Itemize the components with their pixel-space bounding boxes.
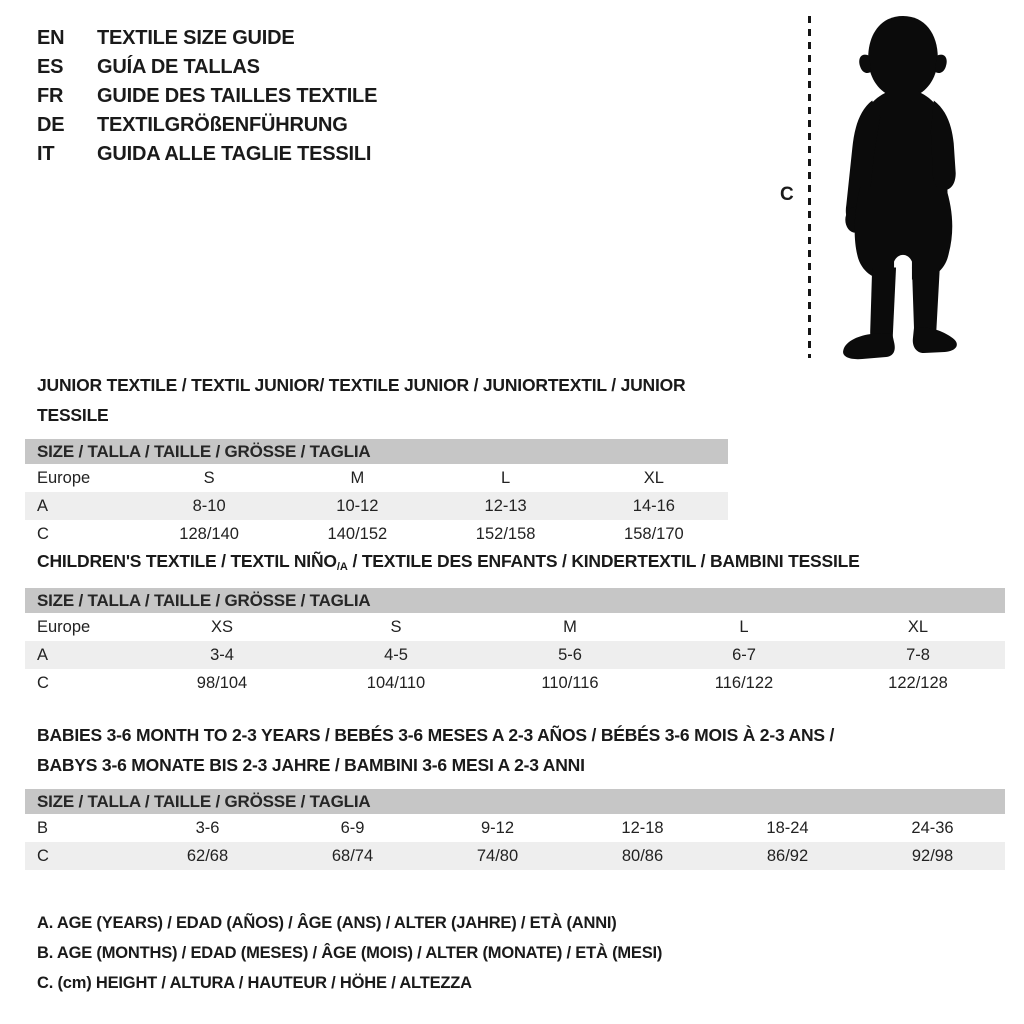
legend-line: A. AGE (YEARS) / EDAD (AÑOS) / ÂGE (ANS) / ALTER (JAHRE) / ETÀ (ANNI) xyxy=(37,914,617,932)
size-cell: 7-8 xyxy=(906,646,930,664)
table-row xyxy=(25,814,1005,842)
section-babies-textile xyxy=(25,720,1005,870)
table-header: SIZE / TALLA / TAILLE / GRÖSSE / TAGLIA xyxy=(25,439,728,464)
table-row xyxy=(25,492,728,520)
row-label: B xyxy=(37,819,49,837)
size-cell: 24-36 xyxy=(911,819,954,837)
heading-text: JUNIOR TEXTILE / TEXTIL JUNIOR/ TEXTILE JUNIOR / JUNIORTEXTIL / JUNIOR TESSILE xyxy=(37,375,686,425)
size-table xyxy=(25,439,728,548)
size-cell: XL xyxy=(907,618,929,636)
size-cell: 68/74 xyxy=(331,847,374,865)
language-code: DE xyxy=(37,114,65,136)
section-heading xyxy=(25,546,1005,579)
size-cell: 5-6 xyxy=(558,646,582,664)
size-cell: 116/122 xyxy=(714,674,774,692)
size-cell: 3-6 xyxy=(195,819,220,837)
table-header: SIZE / TALLA / TAILLE / GRÖSSE / TAGLIA xyxy=(25,588,1005,613)
size-cell: 86/92 xyxy=(766,847,809,865)
size-cell: XS xyxy=(210,618,233,636)
size-cell: 122/128 xyxy=(888,674,948,692)
language-row xyxy=(37,53,377,82)
row-label: Europe xyxy=(37,618,91,636)
language-title: GUIDA ALLE TAGLIE TESSILI xyxy=(97,143,372,165)
heading-text: / TEXTILE DES ENFANTS / KINDERTEXTIL / BAMBINI TESSILE xyxy=(347,551,860,571)
size-table xyxy=(25,789,1005,870)
size-cell: 8-10 xyxy=(192,497,226,515)
row-label: A xyxy=(37,497,49,515)
size-cell: 10-12 xyxy=(336,497,379,515)
measure-legend xyxy=(37,908,662,998)
section-children-textile xyxy=(25,546,1005,697)
size-cell: 18-24 xyxy=(766,819,809,837)
size-cell: 14-16 xyxy=(632,497,675,515)
size-cell: 98/104 xyxy=(196,674,248,692)
size-cell: 74/80 xyxy=(476,847,519,865)
legend-line: B. AGE (MONTHS) / EDAD (MESES) / ÂGE (MOIS) / ALTER (MONATE) / ETÀ (MESI) xyxy=(37,944,663,962)
size-cell: 152/158 xyxy=(475,525,536,543)
section-junior-textile xyxy=(25,370,728,548)
row-label: A xyxy=(37,646,49,664)
heading-text: BABYS 3-6 MONATE BIS 2-3 JAHRE / BAMBINI 3-6 MESI A 2-3 ANNI xyxy=(37,755,585,775)
size-cell: S xyxy=(390,618,402,636)
section-heading xyxy=(25,720,1005,750)
table-row xyxy=(25,613,1005,641)
size-cell: 9-12 xyxy=(480,819,515,837)
row-label: C xyxy=(37,674,49,692)
row-label: C xyxy=(37,525,49,543)
size-cell: 110/116 xyxy=(541,674,599,692)
size-cell: 4-5 xyxy=(384,646,408,664)
table-header: SIZE / TALLA / TAILLE / GRÖSSE / TAGLIA xyxy=(25,789,1005,814)
size-cell: 128/140 xyxy=(179,525,239,543)
language-row xyxy=(37,140,377,169)
size-cell: 158/170 xyxy=(624,525,684,543)
table-row xyxy=(25,464,728,492)
size-cell: L xyxy=(739,618,749,636)
heading-text: CHILDREN'S TEXTILE / TEXTIL NIÑO xyxy=(37,551,337,571)
size-cell: 6-7 xyxy=(732,646,756,664)
legend-line: C. (cm) HEIGHT / ALTURA / HAUTEUR / HÖHE / ALTEZZA xyxy=(37,974,472,992)
height-figure xyxy=(778,12,1014,364)
language-title: GUIDE DES TAILLES TEXTILE xyxy=(97,85,378,107)
heading-text: BABIES 3-6 MONTH TO 2-3 YEARS / BEBÉS 3-6 MESES A 2-3 AÑOS / BÉBÉS 3-6 MOIS À 2-3 ANS / xyxy=(37,725,835,745)
toddler-silhouette-icon xyxy=(824,14,982,362)
size-cell: 104/110 xyxy=(366,674,426,692)
size-cell: 6-9 xyxy=(340,819,365,837)
language-title: TEXTILE SIZE GUIDE xyxy=(97,27,295,49)
language-title: TEXTILGRÖßENFÜHRUNG xyxy=(97,114,348,136)
section-heading xyxy=(25,370,728,430)
size-cell: M xyxy=(563,618,577,636)
language-row xyxy=(37,82,377,111)
table-row xyxy=(25,669,1005,697)
language-list xyxy=(37,24,377,169)
row-label: Europe xyxy=(37,469,91,487)
language-row xyxy=(37,111,377,140)
size-table xyxy=(25,588,1005,697)
section-heading xyxy=(25,750,1005,780)
size-cell: 12-13 xyxy=(484,497,527,515)
size-cell: 12-18 xyxy=(621,819,664,837)
size-cell: 62/68 xyxy=(186,847,229,865)
language-row xyxy=(37,24,377,53)
size-cell: 80/86 xyxy=(621,847,664,865)
language-code: IT xyxy=(37,143,55,165)
row-label: C xyxy=(37,847,49,865)
heading-subscript: /A xyxy=(336,561,348,573)
size-cell: 3-4 xyxy=(210,646,234,664)
table-row xyxy=(25,842,1005,870)
size-cell: L xyxy=(501,469,511,487)
language-title: GUÍA DE TALLAS xyxy=(97,56,260,78)
size-cell: 140/152 xyxy=(327,525,388,543)
language-code: EN xyxy=(37,27,65,49)
height-dotted-line xyxy=(808,16,811,358)
language-code: FR xyxy=(37,85,64,107)
height-measure-label: C xyxy=(780,184,794,205)
language-code: ES xyxy=(37,56,64,78)
size-cell: S xyxy=(203,469,215,487)
size-cell: XL xyxy=(643,469,664,487)
table-row xyxy=(25,520,728,548)
size-cell: 92/98 xyxy=(911,847,954,865)
table-row xyxy=(25,641,1005,669)
size-cell: M xyxy=(350,469,365,487)
